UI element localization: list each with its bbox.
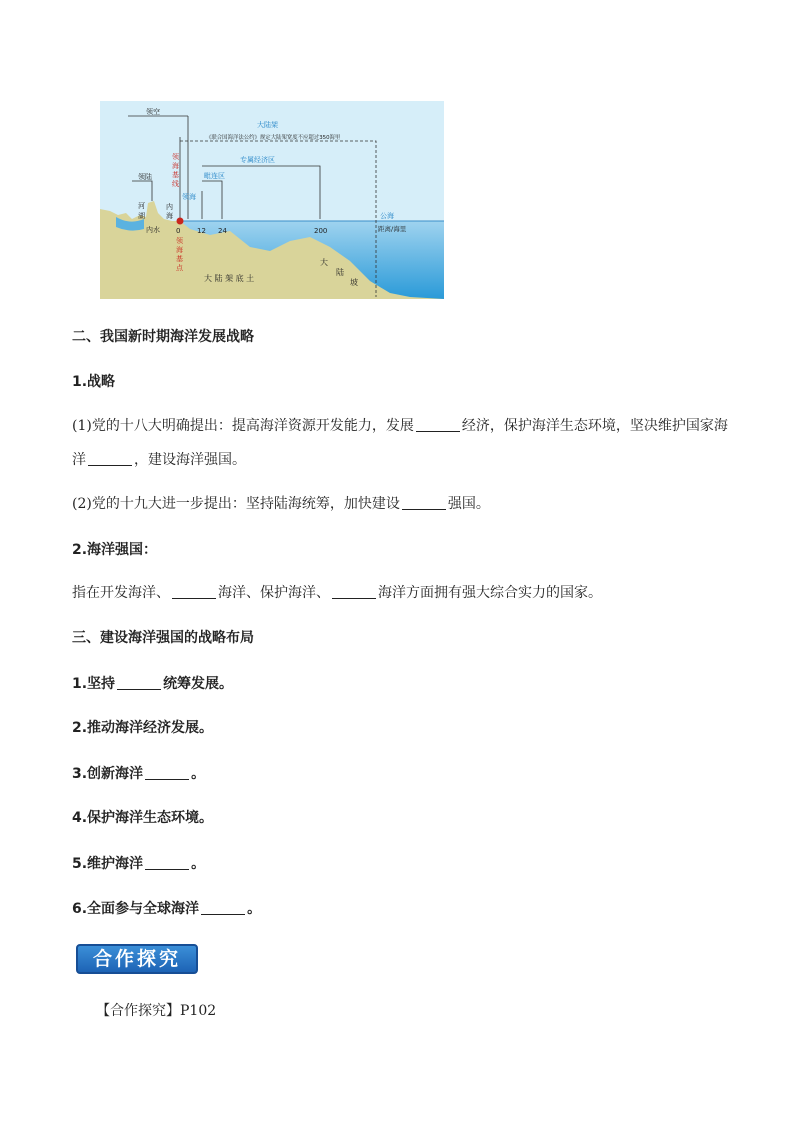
label-airspace: 领空 xyxy=(146,108,160,116)
item-4: 4.保护海洋生态环境。 xyxy=(72,810,214,826)
label-convention: 《联合国海洋法公约》规定大陆架宽度不应超过350海里 xyxy=(206,135,341,141)
cooperative-inquiry-reference: 【合作探究】P102 xyxy=(96,1003,217,1019)
label-subsoil: 大 陆 架 底 土 xyxy=(204,274,255,283)
item-3: 3.创新海洋 。 xyxy=(72,766,206,782)
tick-12: 12 xyxy=(197,227,206,235)
blank-3[interactable] xyxy=(402,495,446,510)
paragraph-3: 指在开发海洋、 海洋、保护海洋、 海洋方面拥有强大综合实力的国家。 xyxy=(72,585,602,601)
label-slope-2: 陆 xyxy=(336,268,344,277)
tick-24: 24 xyxy=(218,227,227,235)
label-basepoint-3: 基 xyxy=(176,255,183,263)
label-land-territory: 领陆 xyxy=(138,173,152,181)
label-baseline-3: 基 xyxy=(172,171,179,179)
blank-2[interactable] xyxy=(88,451,132,466)
blank-1[interactable] xyxy=(416,417,460,432)
label-contiguous-zone: 毗连区 xyxy=(204,172,225,180)
maritime-zones-diagram xyxy=(100,101,444,299)
paragraph-1-line-2: 洋 ，建设海洋强国。 xyxy=(72,452,246,468)
label-slope-1: 大 xyxy=(320,258,328,267)
blank-6[interactable] xyxy=(117,675,161,690)
item-1: 1.坚持 统筹发展。 xyxy=(72,676,234,692)
section3-heading: 三、建设海洋强国的战略布局 xyxy=(72,630,254,646)
tick-0: 0 xyxy=(176,227,181,235)
paragraph-1-line-1: (1)党的十八大明确提出：提高海洋资源开发能力，发展 经济，保护海洋生态环境，坚决维护国家海 xyxy=(72,418,728,434)
label-basepoint-2: 海 xyxy=(176,246,183,254)
item-6: 6.全面参与全球海洋 。 xyxy=(72,901,262,917)
label-baseline-4: 线 xyxy=(172,180,179,188)
section2-sub2: 2.海洋强国： xyxy=(72,542,158,558)
label-internal-waters: 内水 xyxy=(146,226,160,234)
tick-200: 200 xyxy=(314,227,328,235)
section2-sub1: 1.战略 xyxy=(72,374,116,390)
baseline-point-marker xyxy=(177,218,184,225)
label-high-seas: 公海 xyxy=(380,212,394,220)
label-inland-sea-1: 内 xyxy=(166,203,173,211)
blank-5[interactable] xyxy=(332,584,376,599)
item-5: 5.维护海洋 。 xyxy=(72,856,206,872)
label-basepoint-4: 点 xyxy=(176,264,183,272)
label-territorial-sea: 领海 xyxy=(182,193,196,201)
label-inland-sea-2: 海 xyxy=(166,212,173,220)
label-continental-shelf: 大陆架 xyxy=(257,121,278,129)
label-river-1: 河 xyxy=(138,202,145,210)
blank-8[interactable] xyxy=(145,855,189,870)
label-baseline-1: 领 xyxy=(172,153,179,161)
blank-9[interactable] xyxy=(201,900,245,915)
cooperative-inquiry-badge: 合作探究 xyxy=(76,944,198,974)
label-slope-3: 坡 xyxy=(350,278,358,287)
blank-4[interactable] xyxy=(172,584,216,599)
blank-7[interactable] xyxy=(145,765,189,780)
item-2: 2.推动海洋经济发展。 xyxy=(72,720,214,736)
label-distance: 距离/海里 xyxy=(378,225,407,233)
label-river-2: 湖 xyxy=(138,212,145,220)
label-basepoint-1: 领 xyxy=(176,237,183,245)
label-baseline-2: 海 xyxy=(172,162,179,170)
section2-heading: 二、我国新时期海洋发展战略 xyxy=(72,329,254,345)
paragraph-2: (2)党的十九大进一步提出：坚持陆海统筹，加快建设 强国。 xyxy=(72,496,490,512)
label-eez: 专属经济区 xyxy=(240,156,275,164)
